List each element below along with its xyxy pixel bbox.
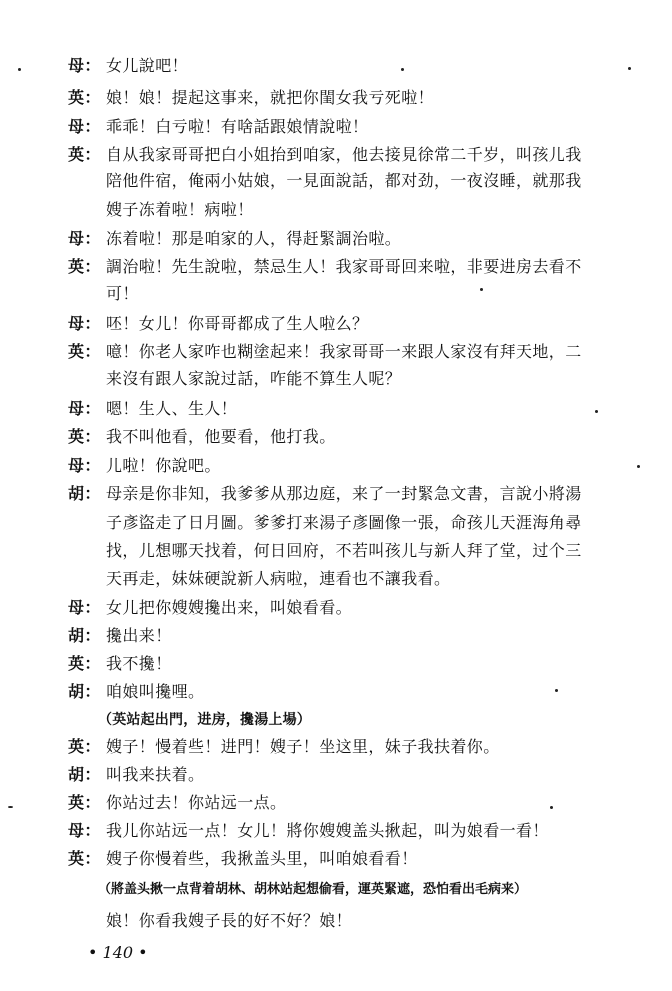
dialogue-text: 可！ [106,284,139,303]
dialogue-text: 噫！你老人家咋也糊塗起来！我家哥哥一来跟人家沒有拜天地，二 [106,342,582,361]
scan-speck [8,806,13,808]
dialogue-text: 儿啦！你說吧。 [106,456,221,475]
speaker-label: 英： [68,88,101,107]
speaker-label: 英： [68,342,101,361]
scan-speck [401,68,404,71]
dialogue-text: 娘！你看我嫂子長的好不好？娘！ [106,911,353,930]
dialogue-text: 女儿說吧！ [106,56,189,75]
dialogue-text: 来沒有跟人家說过話，咋能不算生人呢？ [106,369,402,388]
speaker-label: 英： [68,793,101,812]
dialogue-text: 天再走，妹妹硬說新人病啦，連看也不讓我看。 [106,569,451,588]
dialogue-text: 子彥盜走了日月圖。爹爹打来湯子彥圖像一張，命孩儿天涯海角尋 [106,513,582,532]
dialogue-text: 娘！娘！提起这事来，就把你閨女我亏死啦！ [106,88,435,107]
speaker-label: 英： [68,737,101,756]
speaker-label: 英： [68,654,101,673]
dialogue-text: 女儿把你嫂嫂攙出来，叫娘看看。 [106,598,353,617]
dialogue-text: 我儿你站远一点！女儿！將你嫂嫂盖头揪起，叫为娘看一看！ [106,821,549,840]
speaker-label: 母： [68,399,101,418]
dialogue-text: 我不攙！ [106,654,172,673]
scan-speck [628,67,631,70]
scan-speck [637,465,640,468]
scan-speck [550,806,553,809]
speaker-label: 胡： [68,682,101,701]
stage-direction-text: （將盖头揪一点背着胡林、胡林站起想偷看，運英緊遮，恐怕看出毛病来） [98,882,528,897]
speaker-label: 母： [68,229,101,248]
dialogue-text: 攙出来！ [106,626,172,645]
dialogue-text: 嫂子冻着啦！病啦！ [106,200,254,219]
dialogue-text: 找，儿想哪天找着，何日回府，不若叫孩儿与新人拜了堂，过个三 [106,541,582,560]
dialogue-text: 嫂子！慢着些！进門！嫂子！坐这里，妹子我扶着你。 [106,737,500,756]
dialogue-text: 乖乖！白亏啦！有啥話跟娘情說啦！ [106,117,369,136]
dialogue-text: 冻着啦！那是咱家的人，得赶緊調治啦。 [106,229,402,248]
speaker-label: 英： [68,257,101,276]
speaker-label: 母： [68,821,101,840]
page-number: • 140 • [88,943,148,962]
dialogue-text: 陪他件宿，俺兩小姑娘，一見面說話，都对劲，一夜沒睡，就那我 [106,171,582,190]
scan-speck [555,689,558,692]
speaker-label: 母： [68,314,101,333]
dialogue-text: 咱娘叫攙哩。 [106,682,205,701]
dialogue-text: 嫂子你慢着些，我揪盖头里，叫咱娘看看！ [106,849,418,868]
speaker-label: 胡： [68,626,101,645]
speaker-label: 胡： [68,484,101,503]
speaker-label: 英： [68,849,101,868]
dialogue-text: 母亲是你非知，我爹爹从那边庭，来了一封緊急文書，言說小將湯 [106,484,582,503]
dialogue-text: 自从我家哥哥把白小姐抬到咱家，他去接見徐常二千岁，叫孩儿我 [106,145,582,164]
stage-direction-text: （英站起出門，进房，攙湯上場） [98,712,311,728]
dialogue-text: 你站过去！你站远一点。 [106,793,287,812]
speaker-label: 母： [68,56,101,75]
scan-speck [595,410,598,413]
speaker-label: 英： [68,427,101,446]
dialogue-text: 叫我来扶着。 [106,765,205,784]
speaker-label: 英： [68,145,101,164]
dialogue-text: 嗯！生人、生人！ [106,399,238,418]
dialogue-text: 調治啦！先生說啦，禁忌生人！我家哥哥回来啦，非要进房去看不 [106,257,582,276]
speaker-label: 母： [68,456,101,475]
scan-speck [480,288,483,291]
scan-speck [18,68,21,71]
dialogue-text: 我不叫他看，他要看，他打我。 [106,427,336,446]
speaker-label: 母： [68,598,101,617]
dialogue-text: 呸！女儿！你哥哥都成了生人啦么？ [106,314,369,333]
speaker-label: 母： [68,117,101,136]
speaker-label: 胡： [68,765,101,784]
